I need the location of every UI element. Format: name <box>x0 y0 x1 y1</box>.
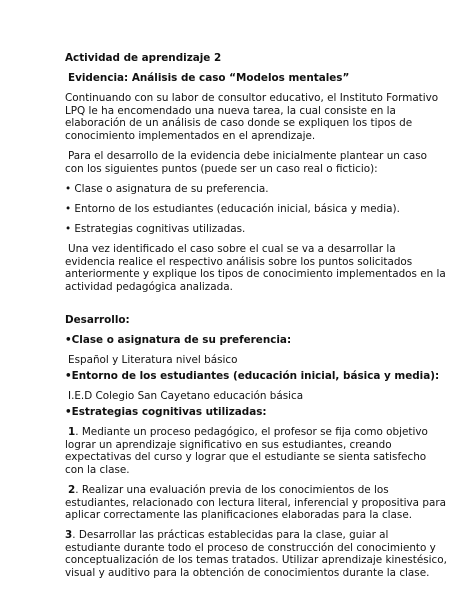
numbered-item-2 <box>68 484 423 496</box>
item-text: . Realizar una evaluación previa de los conocimientos de los <box>75 484 389 496</box>
item-text: . Mediante un proceso pedagógico, el profesor se fija como objetivo <box>75 426 428 438</box>
item-number: 1 <box>68 426 76 438</box>
desarrollo-heading: Desarrollo: <box>65 314 130 326</box>
para2-line: con los siguientes puntos (puede ser un caso real o ficticio): <box>65 162 378 175</box>
para3-line: evidencia realice el respectivo análisis sobre los puntos solicitados <box>65 255 413 268</box>
bullet-item: • Entorno de los estudiantes (educación inicial, básica y media). <box>65 203 400 215</box>
intro-line: conocimiento implementados en el aprendizaje. <box>65 129 316 142</box>
bullet-item: • Estrategias cognitivas utilizadas. <box>65 223 246 235</box>
item1-line: expectativas del curso y lograr que el estudiante se sienta satisfecho <box>65 451 427 463</box>
intro-line: Continuando con su labor de consultor educativo, el Instituto Formativo <box>65 92 439 104</box>
intro-line: elaboración de un análisis de caso donde se expliquen los tipos de <box>65 117 413 129</box>
para3-line: actividad pedagógica analizada. <box>65 280 233 293</box>
item1-line: con la clase. <box>65 463 130 476</box>
item-number: 3 <box>65 529 73 541</box>
answer-entorno: I.E.D Colegio San Cayetano educación básica <box>68 390 304 402</box>
item2-line: aplicar correctamente las planificaciones elaboradas para la clase. <box>65 509 413 521</box>
para3-line: anteriormente y explique los tipos de conocimiento implementados en la <box>65 268 446 280</box>
numbered-item-3 <box>65 529 420 541</box>
document-title: Actividad de aprendizaje 2 <box>65 52 222 64</box>
numbered-item-1 <box>68 426 428 438</box>
para2-line: Para el desarrollo de la evidencia debe inicialmente plantear un caso <box>68 150 428 162</box>
section-heading-clase: •Clase o asignatura de su preferencia: <box>65 334 292 346</box>
item1-line: lograr un aprendizaje significativo en sus estudiantes, creando <box>65 438 392 451</box>
item3-line: visual y auditivo para la obtención de conocimientos durante la clase. <box>65 566 430 579</box>
item3-line: conceptualización de los temas tratados. Utilizar aprendizaje kinestésico, <box>65 554 447 566</box>
item-number: 2 <box>68 484 76 496</box>
bullet-item: • Clase o asignatura de su preferencia. <box>65 183 269 195</box>
item2-line: estudiantes, relacionado con lectura literal, inferencial y propositiva para <box>65 496 446 509</box>
intro-line: LPQ le ha encomendado una nueva tarea, la cual consiste en la <box>65 104 396 117</box>
item-text: . Desarrollar las prácticas establecidas para la clase, guiar al <box>72 529 389 541</box>
section-heading-estrategias: •Estrategias cognitivas utilizadas: <box>65 406 267 418</box>
para3-line: Una vez identificado el caso sobre el cual se va a desarrollar la <box>68 243 396 255</box>
item3-line: estudiante durante todo el proceso de construcción del conocimiento y <box>65 541 436 554</box>
document-subtitle: Evidencia: Análisis de caso “Modelos mentales” <box>68 72 350 84</box>
answer-clase: Español y Literatura nivel básico <box>68 354 238 366</box>
section-heading-entorno: •Entorno de los estudiantes (educación inicial, básica y media): <box>65 370 440 382</box>
